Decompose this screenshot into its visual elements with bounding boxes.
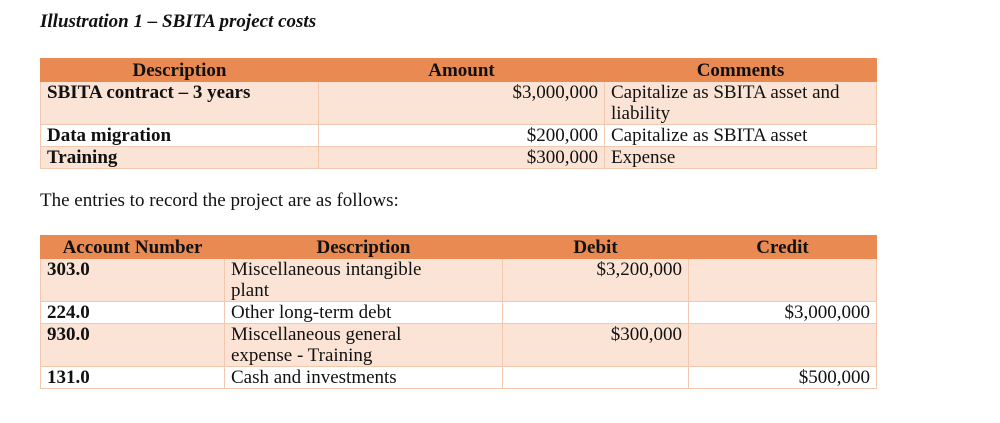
account-number: 131.0: [41, 367, 225, 389]
table-row: [41, 367, 877, 389]
account-number: 303.0: [41, 259, 225, 302]
col-header-amount: Amount: [319, 59, 605, 82]
entry-description-line: plant: [231, 280, 269, 301]
col-header-comments: Comments: [605, 59, 877, 82]
cost-amount: $200,000: [319, 125, 605, 147]
table-row: [41, 82, 877, 125]
credit-amount: [689, 259, 877, 302]
credit-amount: $3,000,000: [689, 302, 877, 324]
cost-description: SBITA contract – 3 years: [41, 82, 319, 125]
account-number: 930.0: [41, 324, 225, 367]
credit-amount: $500,000: [689, 367, 877, 389]
table-row: [41, 147, 877, 169]
entry-description: [225, 324, 503, 367]
debit-amount: $3,200,000: [503, 259, 689, 302]
col-header-description: Description: [41, 59, 319, 82]
account-number: 224.0: [41, 302, 225, 324]
debit-amount: [503, 302, 689, 324]
cost-amount: $3,000,000: [319, 82, 605, 125]
cost-description: Training: [41, 147, 319, 169]
col-header-account-number: Account Number: [41, 236, 225, 259]
cost-comment-line: liability: [611, 103, 671, 124]
entry-description-line: Miscellaneous intangible: [231, 259, 422, 280]
illustration-title: Illustration 1 – SBITA project costs: [40, 11, 317, 32]
cost-comment: Expense: [605, 147, 877, 169]
entries-intro-text: The entries to record the project are as follows:: [40, 190, 399, 211]
cost-amount: $300,000: [319, 147, 605, 169]
cost-comment-line: Capitalize as SBITA asset and: [611, 82, 840, 103]
journal-entries-table: [40, 235, 877, 389]
entry-description: Cash and investments: [225, 367, 503, 389]
debit-amount: $300,000: [503, 324, 689, 367]
table-row: [41, 125, 877, 147]
cost-description: Data migration: [41, 125, 319, 147]
table-row: [41, 259, 877, 302]
table-row: [41, 324, 877, 367]
col-header-debit: Debit: [503, 236, 689, 259]
entry-description: [225, 259, 503, 302]
cost-comment: Capitalize as SBITA asset: [605, 125, 877, 147]
credit-amount: [689, 324, 877, 367]
project-costs-table: [40, 58, 877, 169]
table-row: [41, 302, 877, 324]
col-header-description: Description: [225, 236, 503, 259]
costs-header-row: [41, 59, 877, 82]
entries-header-row: [41, 236, 877, 259]
col-header-credit: Credit: [689, 236, 877, 259]
entry-description-line: expense - Training: [231, 345, 373, 366]
entry-description-line: Miscellaneous general: [231, 324, 402, 345]
debit-amount: [503, 367, 689, 389]
entry-description: Other long-term debt: [225, 302, 503, 324]
cost-comment: [605, 82, 877, 125]
